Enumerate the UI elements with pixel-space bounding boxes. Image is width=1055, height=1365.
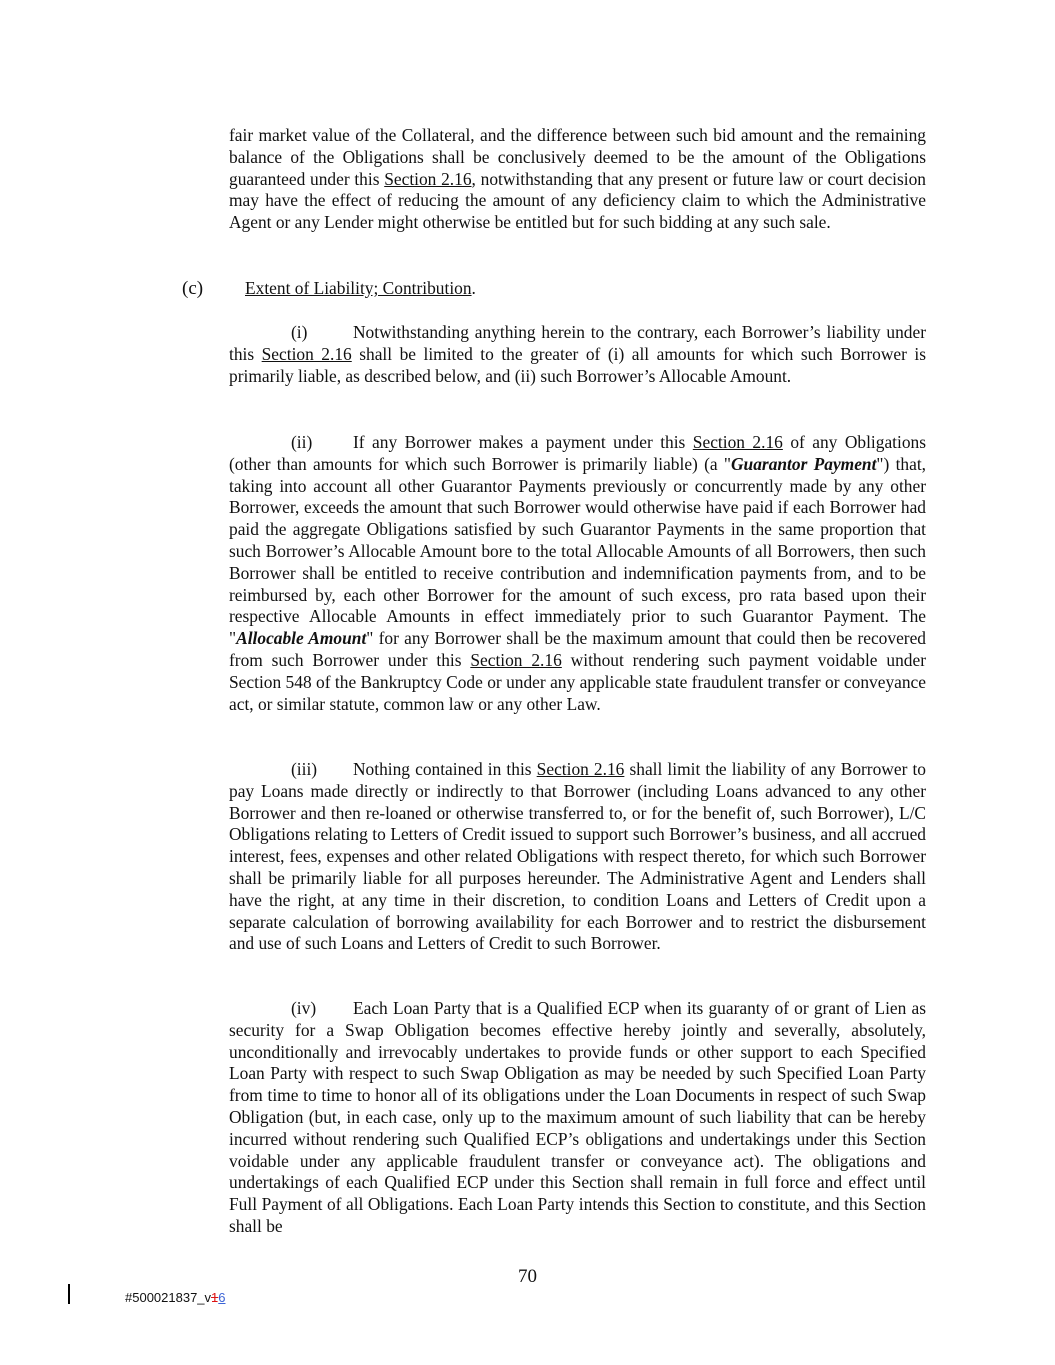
section-reference: Section 2.16 — [536, 759, 625, 779]
text-run: " for any Borrower shall be the maximum amount that could then be recovered from such Borrower under this — [229, 628, 926, 670]
section-reference: Section 2.16 — [261, 343, 352, 364]
subparagraph-iv — [229, 998, 926, 1238]
subparagraph-number: (iv) — [291, 998, 317, 1018]
section-heading-c — [182, 278, 476, 300]
subparagraph-number: (i) — [291, 322, 308, 342]
text-run: Nothing contained in this — [353, 759, 537, 779]
section-reference: Section 2.16 — [692, 432, 783, 452]
text-run: fair market value of the Collateral, and the difference between such bid amount and the remaining balance of the Obligations shall be conclusively deemed to be the amount of the Obligations guaranteed under this — [229, 125, 926, 189]
subparagraph-number: (iii) — [291, 759, 318, 779]
document-id — [125, 1287, 226, 1309]
text-run: If any Borrower makes a payment under this — [353, 432, 693, 452]
defined-term: Guarantor Payment — [731, 453, 877, 474]
text-run: Notwithstanding anything herein to the contrary, each Borrower’s liability under this — [229, 322, 926, 364]
subparagraph-iii — [229, 759, 926, 955]
deleted-version: 1 — [211, 1290, 219, 1305]
subparagraph-i — [229, 322, 926, 387]
document-id-prefix: #500021837_v — [125, 1290, 212, 1305]
text-run: without rendering such payment voidable under Section 548 of the Bankruptcy Code or under any applicable state fraudulent transfer or conveyance act, or similar statute, common law or any other Law. — [229, 649, 926, 714]
section-reference: Section 2.16 — [384, 168, 472, 189]
section-reference: Section 2.16 — [470, 649, 562, 670]
inserted-version: 6 — [218, 1290, 226, 1305]
revision-change-bar — [68, 1284, 70, 1304]
text-run: shall be limited to the greater of (i) all amounts for which such Borrower is primarily liable, as described below, and (ii) such Borrower’s Allocable Amount. — [229, 343, 926, 386]
defined-term: Allocable Amount — [236, 628, 367, 649]
heading-label: (c) — [182, 278, 204, 299]
subparagraph-ii — [229, 432, 926, 715]
heading-title: Extent of Liability; Contribution — [245, 278, 472, 298]
text-run: of any Obligations (other than amounts for which such Borrower is primarily liable) (a " — [229, 432, 926, 474]
heading-punctuation: . — [471, 278, 476, 298]
text-run: , notwithstanding that any present or future law or court decision may have the effect of reducing the amount of any deficiency claim to which the Administrative Agent or any Lender might otherwise be entitled but for such bidding at any such sale. — [229, 168, 926, 233]
text-run: shall limit the liability of any Borrower to pay Loans made directly or indirectly to that Borrower (including Loans advanced to any other Borrower and then re-loaned or otherwise transferred to, or for the benefit of, such Borrower), L/C Obligations relating to Letters of Credit issued to support such Borrower’s business, and all accrued interest, fees, expenses and other related Obligations with respect thereto, for which such Borrower shall be primarily liable for all purposes hereunder. The Administrative Agent and Lenders shall have the right, at any time in their discretion, to condition Loans and Letters of Credit upon a separate calculation of borrowing availability for each Borrower and to restrict the disbursement and use of such Loans and Letters of Credit to such Borrower. — [229, 759, 926, 954]
page-number: 70 — [518, 1266, 537, 1287]
paragraph-bid-amount — [229, 125, 926, 234]
subparagraph-number: (ii) — [291, 432, 313, 452]
text-run: ") that, taking into account all other Guarantor Payments previously or concurrently made by any other Borrower, exceeds the amount that such Borrower would otherwise have paid if each Borrower had paid the aggregate Obligations satisfied by such Guarantor Payments in the same proportion that such Borrower’s Allocable Amount bore to the total Allocable Amounts of all Borrowers, then such Borrower shall be entitled to receive contribution and indemnification payments from, and to be reimbursed by, each other Borrower for the amount of such excess, pro rata based upon their respective Allocable Amounts in effect immediately prior to such Guarantor Payment. The " — [229, 453, 927, 649]
text-run: Each Loan Party that is a Qualified ECP when its guaranty of or grant of Lien as security for a Swap Obligation becomes effective hereby jointly and severally, absolutely, unconditionally and irrevocably undertakes to provide funds or other support to each Specified Loan Party with respect to such Swap Obligation as may be needed by such Specified Loan Party from time to time to honor all of its obligations under the Loan Documents in respect of such Swap Obligation (but, in each case, only up to the maximum amount of such liability that can be hereby incurred without rendering such Qualified ECP’s obligations and undertakings under this Section voidable under any applicable fraudulent transfer or conveyance act). The obligations and undertakings of each Qualified ECP under this Section shall remain in full force and effect until Full Payment of all Obligations. Each Loan Party intends this Section to constitute, and this Section shall be — [229, 998, 926, 1236]
